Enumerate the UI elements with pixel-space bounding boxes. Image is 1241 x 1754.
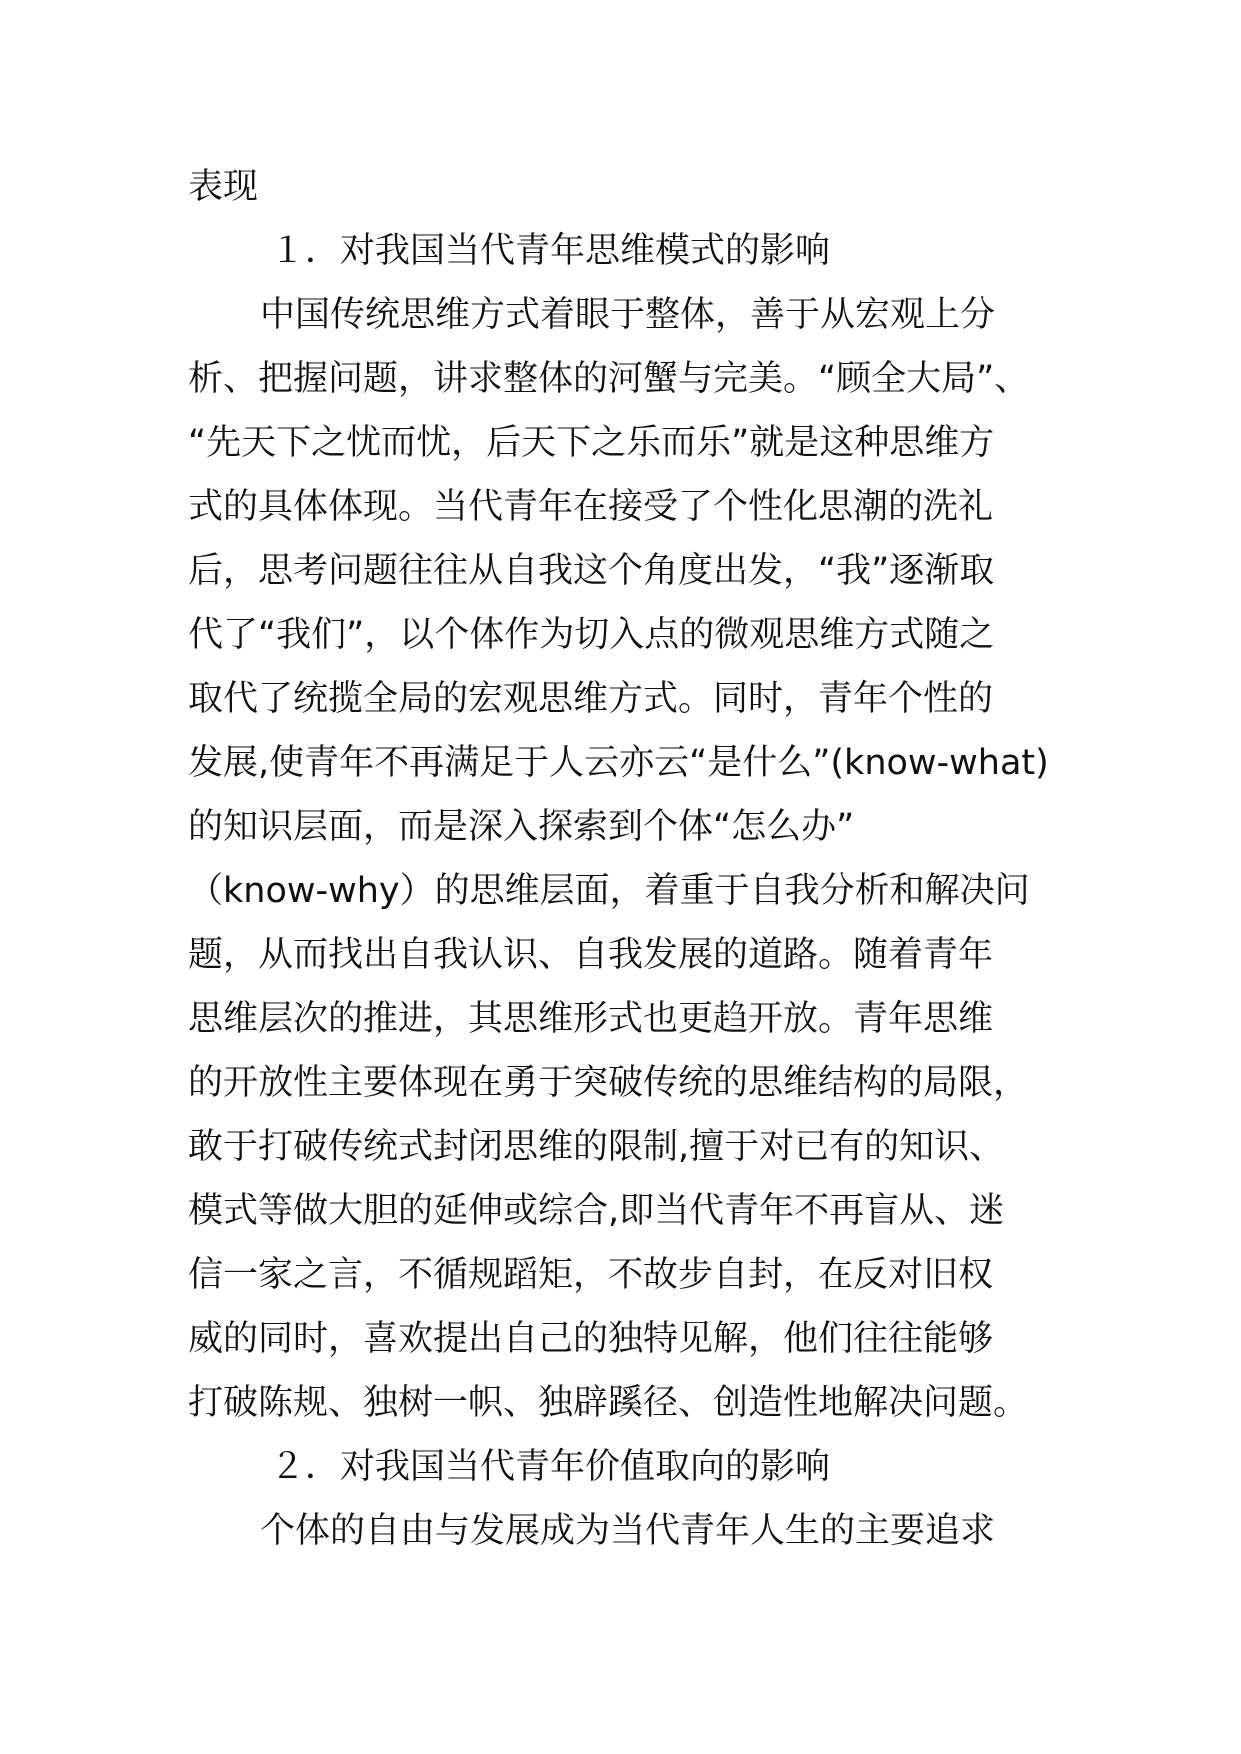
paragraph-start: 个体的自由与发展成为当代青年人生的主要追求 [260,1511,996,1551]
section-heading-1: １．对我国当代青年思维模式的影响 [270,231,831,271]
text-line: 代了“我们”，以个体作为切入点的微观思维方式随之 [188,615,995,655]
text-line: 敢于打破传统式封闭思维的限制,擅于对已有的知识、 [188,1127,1005,1167]
text-line: 信一家之言，不循规蹈矩，不故步自封，在反对旧权 [188,1255,994,1295]
text-line: 的知识层面，而是深入探索到个体“怎么办” [188,807,855,847]
text-line: “先天下之忧而忧，后天下之乐而乐”就是这种思维方 [188,423,995,463]
text-line: 发展,使青年不再满足于人云亦云“是什么”(know-what) [188,743,1049,783]
section-heading-2: ２．对我国当代青年价值取向的影响 [270,1447,831,1487]
text-line: 式的具体体现。当代青年在接受了个性化思潮的洗礼 [188,487,994,527]
paragraph-start: 中国传统思维方式着眼于整体，善于从宏观上分 [260,295,996,335]
text-line: 后，思考问题往往从自我这个角度出发，“我”逐渐取 [188,551,995,591]
text-line: 模式等做大胆的延伸或综合,即当代青年不再盲从、迷 [188,1191,1005,1231]
text-line: 威的同时，喜欢提出自己的独特见解，他们往往能够 [188,1319,994,1359]
text-line: 表现 [188,167,259,207]
text-line: 打破陈规、独树一帜、独辟蹊径、创造性地解决问题。 [188,1383,1029,1423]
text-line: 取代了统揽全局的宏观思维方式。同时，青年个性的 [188,679,994,719]
text-line: 思维层次的推进，其思维形式也更趋开放。青年思维 [188,999,994,1039]
text-line: 的开放性主要体现在勇于突破传统的思维结构的局限， [188,1063,1029,1103]
text-line: 析、把握问题，讲求整体的河蟹与完美。“顾全大局”、 [188,359,1030,399]
text-line: 题，从而找出自我认识、自我发展的道路。随着青年 [188,935,994,975]
body-text [188,155,1058,1563]
text-line: （know-why）的思维层面，着重于自我分析和解决问 [188,871,1030,911]
